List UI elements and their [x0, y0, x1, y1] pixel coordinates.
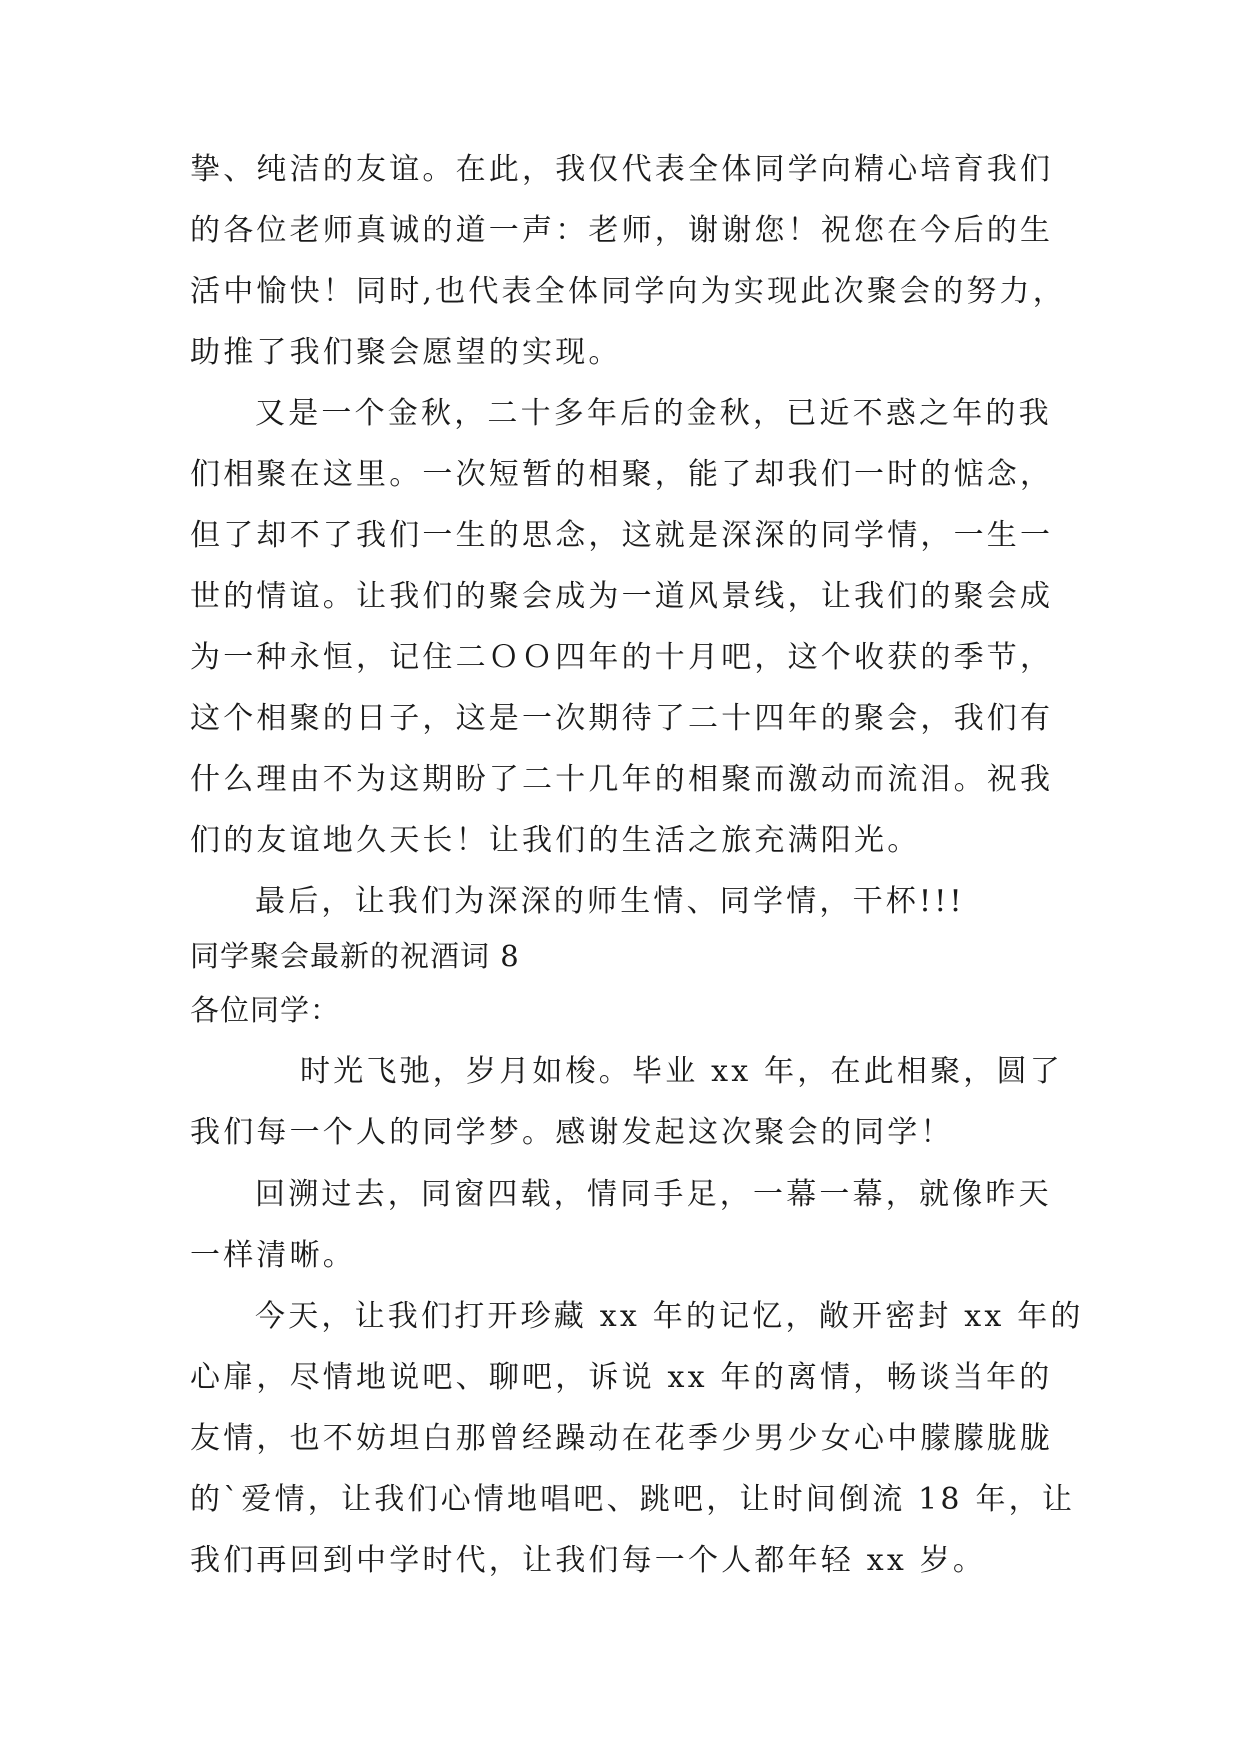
text-line: 我们每一个人的同学梦。感谢发起这次聚会的同学！: [190, 1115, 954, 1150]
text-line: 时光飞弛，岁月如梭。毕业 xx 年，在此相聚，圆了: [300, 1054, 1063, 1089]
text-line: 为一种永恒，记住二ＯＯ四年的十月吧，这个收获的季节，: [190, 640, 1054, 675]
text-line: 我们再回到中学时代，让我们每一个人都年轻 xx 岁。: [190, 1543, 987, 1578]
text-line: 们相聚在这里。一次短暂的相聚，能了却我们一时的惦念，: [190, 457, 1054, 492]
text-line: 世的情谊。让我们的聚会成为一道风景线，让我们的聚会成: [190, 579, 1054, 614]
text-line: 什么理由不为这期盼了二十几年的相聚而激动而流泪。祝我: [190, 762, 1054, 797]
text-line: 又是一个金秋，二十多年后的金秋，已近不惑之年的我: [255, 396, 1052, 431]
salutation: 各位同学：: [190, 993, 341, 1027]
text-line: 的`爱情，让我们心情地唱吧、跳吧，让时间倒流 18 年，让: [190, 1482, 1076, 1517]
text-line: 挚、纯洁的友谊。在此，我仅代表全体同学向精心培育我们: [190, 152, 1054, 187]
text-line: 但了却不了我们一生的思念，这就是深深的同学情，一生一: [190, 518, 1054, 553]
text-line: 这个相聚的日子，这是一次期待了二十四年的聚会，我们有: [190, 701, 1054, 736]
text-line: 今天，让我们打开珍藏 xx 年的记忆，敞开密封 xx 年的: [255, 1299, 1084, 1334]
text-line: 活中愉快！同时,也代表全体同学向为实现此次聚会的努力，: [190, 274, 1066, 309]
text-line: 一样清晰。: [190, 1238, 356, 1273]
text-line: 心扉，尽情地说吧、聊吧，诉说 xx 年的离情，畅谈当年的: [190, 1360, 1053, 1395]
text-line: 助推了我们聚会愿望的实现。: [190, 335, 622, 370]
text-line: 们的友谊地久天长！让我们的生活之旅充满阳光。: [190, 823, 921, 858]
text-line: 最后，让我们为深深的师生情、同学情，干杯!!!: [255, 884, 965, 919]
text-line: 回溯过去，同窗四载，情同手足，一幕一幕，就像昨天: [255, 1177, 1052, 1212]
section-title: 同学聚会最新的祝酒词 8: [190, 939, 520, 973]
text-line: 的各位老师真诚的道一声：老师，谢谢您！祝您在今后的生: [190, 213, 1054, 248]
text-line: 友情，也不妨坦白那曾经躁动在花季少男少女心中朦朦胧胧: [190, 1421, 1054, 1456]
